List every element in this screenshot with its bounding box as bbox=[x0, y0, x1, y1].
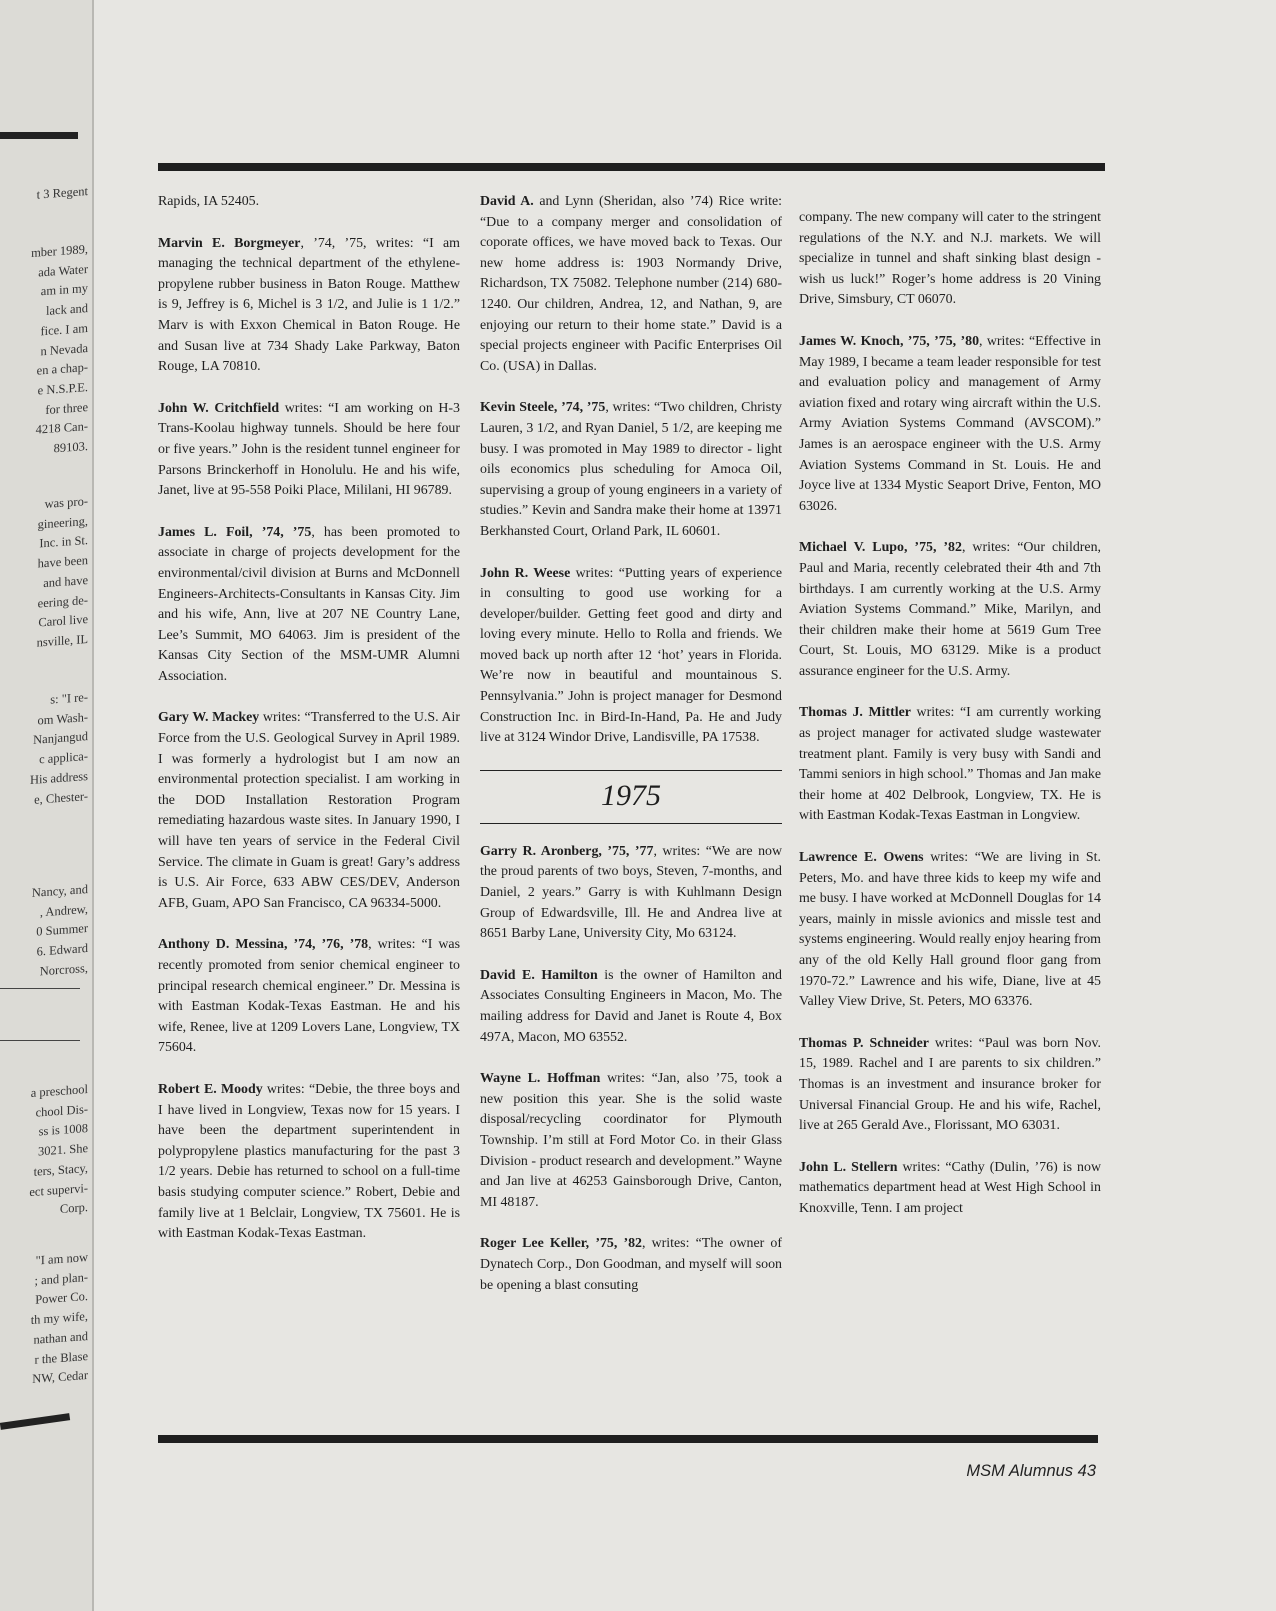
facing-page-line: have been bbox=[37, 553, 88, 571]
top-rule bbox=[158, 163, 1105, 171]
class-year-label: 1975 bbox=[601, 778, 661, 812]
facing-page-line: ect supervi- bbox=[29, 1180, 88, 1199]
alumni-note: writes: “Putting years of experience in consulting to good use working for a developer/builder. Getting feet good and dirty and loving every minute. Hello to Rolla and friends. We moved back up north after 12 ‘hot’ years in Florida. We’re now in beautiful and mountainous S. Pennsylvania.” John is project manager for Desmond Construction Inc. in Bird-In-Hand, Pa. He and Judy live at 3124 Windor Drive, Landisville, PA 17538. bbox=[480, 565, 782, 746]
alumni-entry bbox=[799, 703, 1101, 827]
facing-page-line: ters, Stacy, bbox=[33, 1160, 88, 1179]
alumni-note: and Lynn (Sheridan, also ’74) Rice write: “Due to a company merger and consolidation of coporate offices, we have moved back to Texas. Our new home address is: 1903 Normandy Drive, Richardson, TX 75082. Telephone number (214) 680-1240. Our children, Andrea, 12, and Nathan, 9, are enjoying our return to their home state.” David is a special projects engineer with Pacific Enterprises Oil Co. (USA) in Dallas. bbox=[480, 194, 782, 374]
alumni-note: company. The new company will cater to the stringent regulations of the N.Y. and N.J. markets. We will specialize in tunnel and shaft sinking blast design - wish us luck!” Roger’s home address is 20 Vining Drive, Simsbury, CT 06070. bbox=[799, 210, 1101, 308]
facing-page-line: NW, Cedar bbox=[32, 1368, 88, 1387]
alumni-note: writes: “Paul was born Nov. 15, 1989. Rachel and I are parents to six children.” Thomas is an investment and insurance broker for Universal Financial Group. He and his wife, Rachel, live at 265 Gerald Ave., Florissant, MO 63031. bbox=[799, 1035, 1101, 1134]
facing-page-line: nathan and bbox=[33, 1328, 88, 1347]
alumni-note: writes: “We are living in St. Peters, Mo. and have three kids to keep my wife and me busy. I have worked at McDonnell Douglas for 14 years, mainly in missle avionics and missle test and systems engineering. Would really enjoy hearing from any of the old Kelly Hall ground floor gang from 1970-72.” Lawrence and his wife, Diane, live at 45 Valley View Drive, St. Peters, MO 63376. bbox=[799, 850, 1101, 1010]
alumni-entry bbox=[158, 234, 460, 378]
alumni-name: Wayne L. Hoffman bbox=[480, 1071, 601, 1087]
facing-page-line: c applica- bbox=[39, 749, 88, 767]
alumni-name: Kevin Steele, ’74, ’75 bbox=[480, 400, 606, 416]
alumni-entry bbox=[480, 564, 782, 749]
facing-page-line: r the Blase bbox=[34, 1348, 88, 1367]
alumni-entry bbox=[480, 192, 782, 377]
alumni-entry bbox=[799, 538, 1101, 682]
alumni-name: David E. Hamilton bbox=[480, 967, 598, 983]
facing-page-edge bbox=[0, 0, 94, 1611]
alumni-note: writes: “Debie, the three boys and I have lived in Longview, Texas now for 15 years. I have been the department superintendent in polypropylene plastics manufacturing for the past 3 1/2 years. Debie has returned to school on a full-time basis studying computer science.” Robert, Debie and family live at 1 Belclair, Longview, TX 75601. He is with Eastman Kodak-Texas Eastman. bbox=[158, 1081, 460, 1242]
facing-page-line: 3021. She bbox=[38, 1141, 88, 1159]
alumni-note: , writes: “We are now the proud parents of two boys, Steven, 7-months, and Daniel, 2 years.” Garry is with Kuhlmann Design Group of Edwardsville, Ill. He and Andrea live at 8651 Barby Lane, University City, Mo 63124. bbox=[480, 843, 782, 942]
column-3 bbox=[799, 208, 1101, 1241]
facing-page-line: Corp. bbox=[59, 1200, 88, 1217]
column-2 bbox=[480, 192, 782, 1317]
alumni-note: writes: “I am working on H-3 Trans-Koolau highway tunnels. Should be here four or five years.” John is the resident tunnel engineer for Parsons Brinckerhoff in Honolulu. He and his wife, Janet, live at 95-558 Poiki Place, Mililani, HI 96789. bbox=[158, 400, 460, 499]
facing-page-line: 4218 Can- bbox=[35, 419, 88, 437]
alumni-note: is the owner of Hamilton and Associates Consulting Engineers in Macon, Mo. The mailing address for David and Janet is Route 4, Box 497A, Macon, MO 63552. bbox=[480, 967, 782, 1045]
facing-page-line: , Andrew, bbox=[39, 901, 88, 920]
alumni-name: John W. Critchfield bbox=[158, 400, 280, 416]
alumni-note: writes: “Transferred to the U.S. Air Force from the U.S. Geological Survey in April 1989. I was formerly a hydrologist but I am now an environmental protection specialist. I am working in the DOD Installation Restoration Program remediating hazardous waste sites. In January 1990, I will have ten years of service in the Federal Civil Service. The climate in Guam is great! Gary’s address is U.S. Air Force, 633 ABW CES/DEV, Anderson AFB, Guam, APO San Francisco, CA 96334-5000. bbox=[158, 710, 461, 911]
facing-page-line: s: "I re- bbox=[50, 690, 88, 707]
facing-page-line: for three bbox=[45, 399, 88, 417]
alumni-note: writes: “I am currently working as project manager for activated sludge wastewater treatment plant. Family is very busy with Sandi and Tammi seniors in high school.” Thomas and Jan make their home at 402 Delbrook, Longview, TX. He is with Eastman Kodak-Texas Eastman in Longview. bbox=[799, 705, 1101, 824]
facing-page-line: Power Co. bbox=[35, 1289, 88, 1308]
alumni-entry bbox=[480, 1234, 782, 1296]
facing-page-text bbox=[0, 1080, 88, 1224]
alumni-name: Roger Lee Keller, ’75, ’82 bbox=[480, 1236, 642, 1252]
alumni-entry bbox=[158, 708, 460, 914]
facing-page-line: "I am now bbox=[35, 1250, 88, 1268]
facing-page-text bbox=[0, 240, 88, 463]
alumni-name: Thomas P. Schneider bbox=[799, 1035, 929, 1051]
facing-page-line: Nanjangud bbox=[33, 729, 88, 748]
alumni-entry bbox=[158, 399, 460, 502]
alumni-name: Michael V. Lupo, ’75, ’82 bbox=[799, 540, 962, 556]
facing-page-line: Norcross, bbox=[39, 960, 88, 979]
facing-page-line: am in my bbox=[40, 281, 88, 299]
alumni-note: writes: “Jan, also ’75, took a new position this year. She is the solid waste disposal/recycling coordinator for Plymouth Township. I’m still at Ford Motor Co. in their Glass Division - product research and development.” Wayne and Jan live at 46253 Gainsborough Drive, Canton, MI 48187. bbox=[480, 1071, 782, 1210]
alumni-entry bbox=[799, 208, 1101, 311]
facing-page-text bbox=[0, 492, 88, 656]
alumni-note: , writes: “I was recently promoted from senior chemical engineer to principal research chemical engineer.” Dr. Messina is with Eastman Kodak-Texas Eastman. He and his wife, Renee, live at 1209 Lovers Lane, Longview, TX 75604. bbox=[158, 937, 460, 1056]
facing-page-line: ; and plan- bbox=[34, 1269, 88, 1288]
alumni-name: John R. Weese bbox=[480, 565, 571, 581]
alumni-entry bbox=[480, 966, 782, 1048]
alumni-name: Anthony D. Messina, ’74, ’76, ’78 bbox=[158, 937, 369, 953]
facing-page-text bbox=[0, 182, 88, 208]
facing-page-line: lack and bbox=[46, 301, 88, 319]
facing-page-line: t 3 Regent bbox=[36, 184, 88, 202]
class-year-heading bbox=[480, 770, 782, 824]
alumni-entry bbox=[799, 848, 1101, 1013]
alumni-entry bbox=[799, 1034, 1101, 1137]
facing-page-line: 0 Summer bbox=[36, 921, 88, 940]
alumni-name: Lawrence E. Owens bbox=[799, 850, 924, 866]
facing-page-line: 89103. bbox=[53, 439, 88, 456]
alumni-name: James W. Knoch, ’75, ’75, ’80 bbox=[799, 333, 980, 349]
alumni-name: Gary W. Mackey bbox=[158, 710, 260, 726]
facing-page-text bbox=[0, 1248, 88, 1392]
facing-page-line: e N.S.P.E. bbox=[37, 379, 88, 398]
alumni-name: John L. Stellern bbox=[799, 1159, 898, 1175]
alumni-entry bbox=[158, 1080, 460, 1245]
column-1 bbox=[158, 192, 460, 1266]
facing-page-text bbox=[0, 880, 88, 985]
alumni-note: , writes: “Our children, Paul and Maria, recently celebrated their 4th and 7th birthdays. I am currently working at the U.S. Army Aviation Systems Command.” Mike, Marilyn, and their children make their home at 5619 Gum Tree Court, St. Louis, MO 63129. Mike is a product assurance engineer for the U.S. Army. bbox=[799, 540, 1101, 679]
facing-page-line: mber 1989, bbox=[31, 242, 88, 260]
facing-page-line: en a chap- bbox=[36, 360, 88, 378]
alumni-note: , writes: “The owner of Dynatech Corp., Don Goodman, and myself will soon be opening a blast consuting bbox=[480, 1236, 782, 1293]
alumni-entry bbox=[480, 842, 782, 945]
alumni-note: , ’74, ’75, writes: “I am managing the technical department of the ethylene-propylene rubber business in Baton Rouge. Matthew is 9, Jeffrey is 6, Michel is 3 1/2, and Julie is 1 1/2.” Marv is with Exxon Chemical in Baton Rouge. He and Susan live at 734 Shady Lake Parkway, Baton Rouge, LA 70810. bbox=[158, 235, 460, 375]
alumni-entry bbox=[799, 1158, 1101, 1220]
alumni-note: , writes: “Two children, Christy Lauren, 3 1/2, and Ryan Daniel, 5 1/2, are keeping me busy. I was promoted in May 1989 to director - light oils economics plus scheduling for Amoca Oil, supervising a group of young engineers in a variety of studies.” Kevin and Sandra make their home at 13971 Berkhansted Court, Orland Park, IL 60601. bbox=[480, 400, 782, 539]
facing-page-line: and have bbox=[43, 572, 88, 590]
facing-page-line: th my wife, bbox=[30, 1309, 88, 1328]
alumni-name: Thomas J. Mittler bbox=[799, 705, 911, 721]
alumni-note: Rapids, IA 52405. bbox=[158, 194, 260, 209]
facing-page-rule bbox=[0, 132, 78, 139]
alumni-entry bbox=[158, 935, 460, 1059]
facing-page-line: gineering, bbox=[37, 513, 88, 532]
facing-page-line: nsville, IL bbox=[36, 631, 88, 650]
alumni-entry bbox=[480, 1069, 782, 1213]
alumni-note: , writes: “Effective in May 1989, I became a team leader responsible for test and evaluation policy and management of Army aviation fixed and rotary wing aircraft within the U.S. Army Aviation Systems Command (AVSCOM).” James is an aerospace engineer with the U.S. Army Aviation Systems Command in St. Louis. He and Joyce live at 1334 Mystic Seaport Drive, Fenton, MO 63026. bbox=[799, 333, 1101, 514]
facing-page-line: chool Dis- bbox=[35, 1101, 88, 1120]
alumni-entry bbox=[158, 523, 460, 688]
facing-page-line: ada Water bbox=[38, 261, 88, 280]
facing-page-line: was pro- bbox=[44, 494, 88, 512]
alumni-name: David A. bbox=[480, 194, 534, 209]
bottom-rule bbox=[158, 1435, 1098, 1443]
facing-page-line: fice. I am bbox=[40, 320, 88, 339]
alumni-note: writes: “Cathy (Dulin, ’76) is now mathematics department head at West High School in Knoxville, Tenn. I am project bbox=[799, 1159, 1101, 1216]
facing-page-line: 6. Edward bbox=[36, 941, 88, 959]
facing-page-divider bbox=[0, 988, 80, 989]
facing-page-rule bbox=[0, 1413, 70, 1430]
alumni-name: Robert E. Moody bbox=[158, 1081, 263, 1097]
facing-page-line: ss is 1008 bbox=[38, 1121, 88, 1139]
facing-page-line: n Nevada bbox=[40, 340, 88, 358]
facing-page-line: Carol live bbox=[38, 612, 88, 630]
facing-page-line: e, Chester- bbox=[34, 788, 88, 807]
alumni-name: James L. Foil, ’74, ’75 bbox=[158, 524, 312, 540]
facing-page-line: eering de- bbox=[37, 592, 88, 611]
facing-page-divider bbox=[0, 1040, 80, 1041]
alumni-note: , has been promoted to associate in charge of projects development for the environmental/civil division at Burns and McDonnell Engineers-Architects-Consultants in Kansas City. Jim and his wife, Ann, live at 207 NE Country Lane, Lee’s Summit, MO 64063. Jim is president of the Kansas City Section of the MSM-UMR Alumni Association. bbox=[158, 524, 460, 684]
alumni-entry bbox=[799, 332, 1101, 517]
alumni-name: Marvin E. Borgmeyer bbox=[158, 235, 301, 251]
alumni-name: Garry R. Aronberg, ’75, ’77 bbox=[480, 843, 654, 859]
alumni-entry bbox=[158, 192, 460, 213]
alumni-entry bbox=[480, 398, 782, 542]
facing-page-text bbox=[0, 688, 88, 812]
facing-page-line: a preschool bbox=[30, 1082, 88, 1101]
page-footer: MSM Alumnus 43 bbox=[966, 1462, 1096, 1480]
facing-page-line: Inc. in St. bbox=[39, 533, 88, 551]
facing-page-line: His address bbox=[30, 768, 88, 787]
facing-page-line: Nancy, and bbox=[31, 882, 88, 900]
facing-page-line: om Wash- bbox=[37, 709, 88, 728]
